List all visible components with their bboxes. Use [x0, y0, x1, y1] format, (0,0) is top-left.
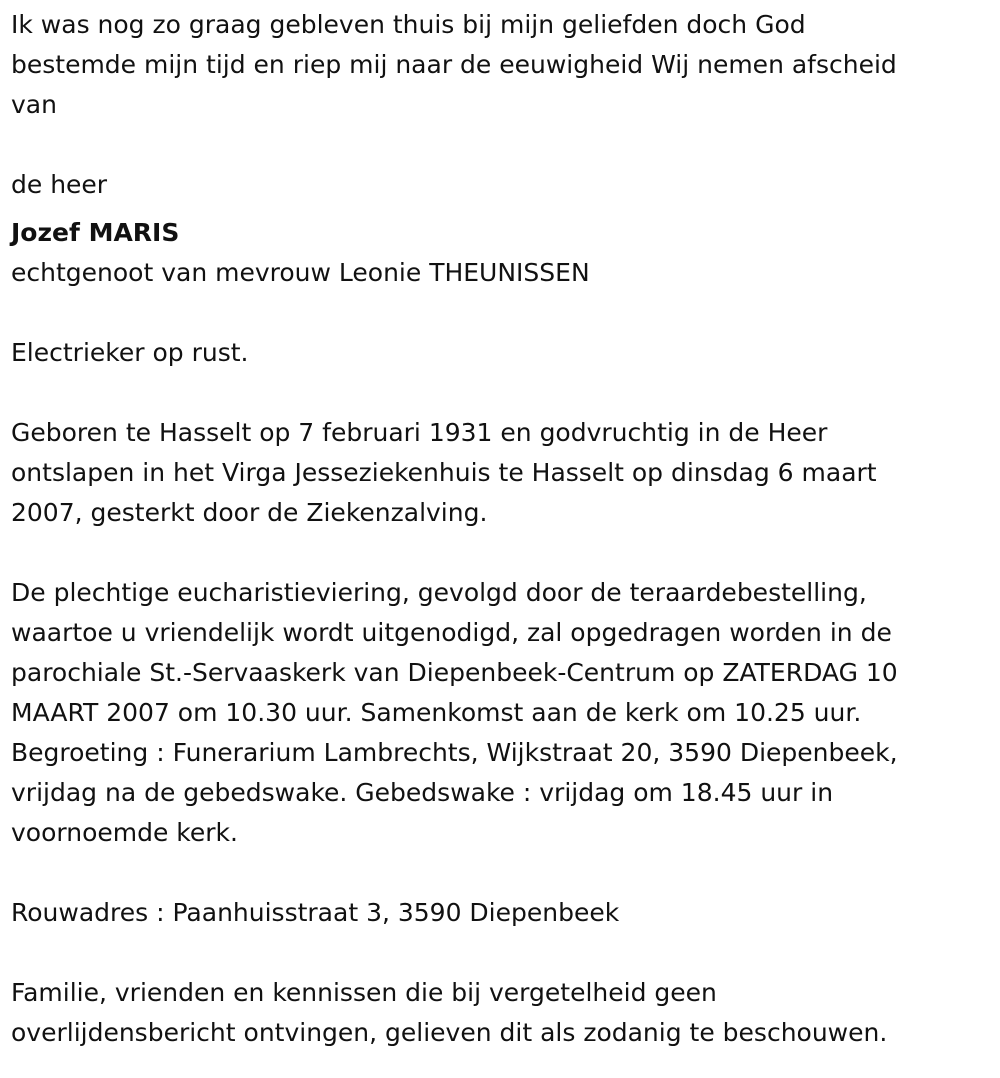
- closing-paragraph: Familie, vrienden en kennissen die bij vergetelheid geen overlijdensbericht ontvingen, gelieven dit als zodanig te beschouwen.: [11, 978, 888, 1047]
- mourning-address: Rouwadres : Paanhuisstraat 3, 3590 Diepenbeek: [11, 898, 620, 927]
- birth-death-paragraph: Geboren te Hasselt op 7 februari 1931 en godvruchtig in de Heer ontslapen in het Virga Jesseziekenhuis te Hasselt op dinsdag 6 maart 2007, gesterkt door de Ziekenzalving.: [11, 418, 877, 527]
- obituary-notice: [11, 5, 986, 1053]
- ceremony-paragraph: De plechtige eucharistieviering, gevolgd door de teraardebestelling, waartoe u vriendelijk wordt uitgenodigd, zal opgedragen worden in de parochiale St.-Servaaskerk van Diepenbeek-Centrum op ZATERDAG 10 MAART 2007 om 10.30 uur. Samenkomst aan de kerk om 10.25 uur. Begroeting : Funerarium Lambrechts, Wijkstraat 20, 3590 Diepenbeek, vrijdag na de gebedswake. Gebedswake : vrijdag om 18.45 uur in voornoemde kerk.: [11, 578, 898, 847]
- occupation-line: Electrieker op rust.: [11, 338, 249, 367]
- deceased-name: Jozef MARIS: [11, 218, 180, 247]
- spouse-line: echtgenoot van mevrouw Leonie THEUNISSEN: [11, 258, 590, 287]
- salutation: de heer: [11, 170, 108, 199]
- intro-paragraph: Ik was nog zo graag gebleven thuis bij mijn geliefden doch God bestemde mijn tijd en riep mij naar de eeuwigheid Wij nemen afscheid van: [11, 10, 897, 119]
